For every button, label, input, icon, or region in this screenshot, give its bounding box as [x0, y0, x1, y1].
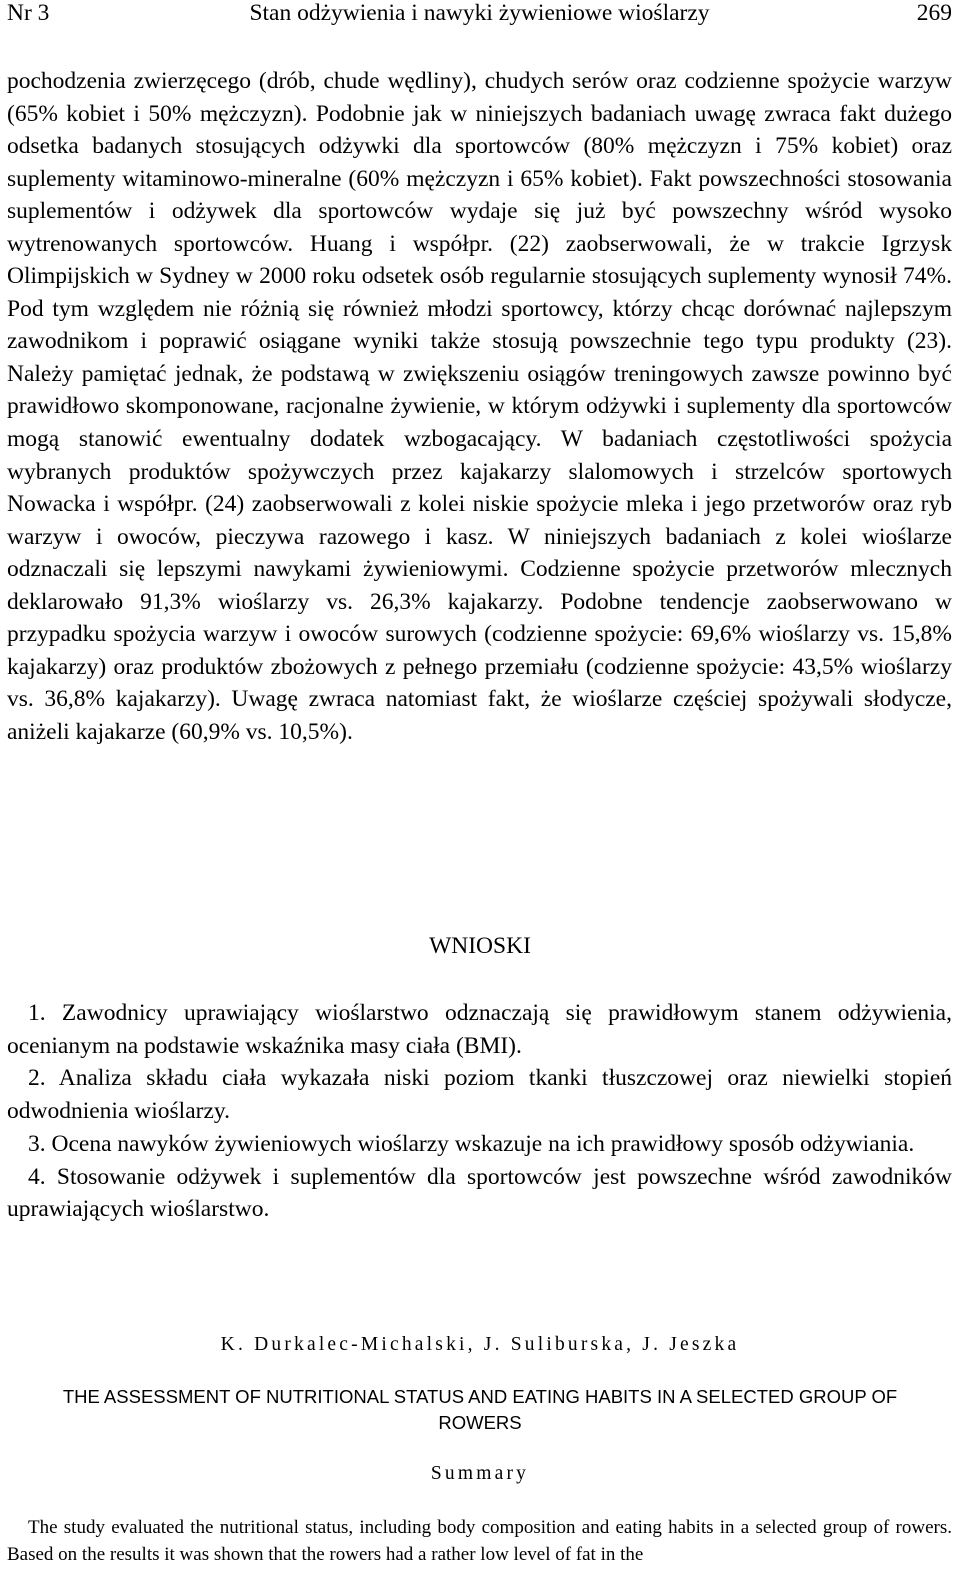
- abstract-title: THE ASSESSMENT OF NUTRITIONAL STATUS AND EATING HABITS IN A SELECTED GROUP OF ROWERS: [62, 1386, 898, 1433]
- page-number: 269: [916, 0, 952, 26]
- summary-paragraph: The study evaluated the nutritional status, including body composition and eating habits in a selected group of rowers. Based on the results it was shown that the rowers had a rather low level of fat in the: [7, 1517, 952, 1565]
- conclusion-item: 1. Zawodnicy uprawiający wioślarstwo odznaczają się prawidłowym stanem odżywienia, ocenianym na podstawie wskaźnika masy ciała (BMI).: [7, 1000, 952, 1059]
- conclusions-heading: WNIOSKI: [429, 933, 531, 959]
- discussion-paragraph: pochodzenia zwierzęcego (drób, chude wędliny), chudych serów oraz codzienne spożycie warzyw (65% kobiet i 50% mężczyzn). Podobnie jak w niniejszych badaniach uwagę zwraca fakt dużego odsetka badanych stosujących odżywki dla sportowców (80% mężczyzn i 75% kobiet) oraz suplementy witaminowo-mineralne (60% mężczyzn i 65% kobiet). Fakt powszechności stosowania suplementów i odżywek dla sportowców wydaje się już być powszechny wśród wysoko wytrenowanych sportowców. Huang i współpr. (22) zaobserwowali, że w trakcie Igrzysk Olimpijskich w Sydney w 2000 roku odsetek osób regularnie stosujących suplementy wynosił 74%. Pod tym względem nie różnią się również młodzi sportowcy, którzy chcąc dorównać najlepszym zawodnikom i poprawić osiągane wyniki także stosują powszechnie tego typu produkty (23). Należy pamiętać jednak, że podstawą w zwiększeniu osiągów treningowych zawsze powinno być prawidłowo skomponowane, racjonalne żywienie, w którym odżywki i suplementy dla sportowców mogą stanowić ewentualny dodatek wzbogacający. W badaniach częstotliwości spożycia wybranych produktów spożywczych przez kajakarzy slalomowych i strzelców sportowych Nowacka i współpr. (24) zaobserwowali z kolei niskie spożycie mleka i jego przetworów oraz ryb warzyw i owoców, pieczywa razowego i kasz. W niniejszych badaniach z kolei wioślarze odznaczali się lepszymi nawykami żywieniowymi. Codzienne spożycie przetworów mlecznych deklarowało 91,3% wioślarzy vs. 26,3% kajakarzy. Podobne tendencje zaobserwowano w przypadku spożycia warzyw i owoców surowych (codzienne spożycie: 69,6% wioślarzy vs. 15,8% kajakarzy) oraz produktów zbożowych z pełnego przemiału (codzienne spożycie: 43,5% wioślarzy vs. 36,8% kajakarzy). Uwagę zwraca natomiast fakt, że wioślarze częściej spożywali słodycze, aniżeli kajakarze (60,9% vs. 10,5%).: [7, 68, 952, 745]
- conclusions-list: [7, 997, 952, 1226]
- running-title: Stan odżywienia i nawyki żywieniowe wioślarzy: [249, 0, 710, 26]
- conclusion-item: 2. Analiza składu ciała wykazała niski poziom tkanki tłuszczowej oraz niewielki stopień odwodnienia wioślarzy.: [7, 1065, 952, 1124]
- issue-number: Nr 3: [7, 0, 50, 26]
- abstract-authors: K. Durkalec-Michalski, J. Suliburska, J. Jeszka: [220, 1334, 740, 1355]
- summary-heading: Summary: [430, 1463, 530, 1484]
- conclusion-item: 4. Stosowanie odżywek i suplementów dla sportowców jest powszechne wśród zawodników uprawiających wioślarstwo.: [7, 1163, 952, 1223]
- running-header: [7, 0, 952, 30]
- conclusion-item: 3. Ocena nawyków żywieniowych wioślarzy wskazuje na ich prawidłowy sposób odżywiania.: [28, 1130, 915, 1157]
